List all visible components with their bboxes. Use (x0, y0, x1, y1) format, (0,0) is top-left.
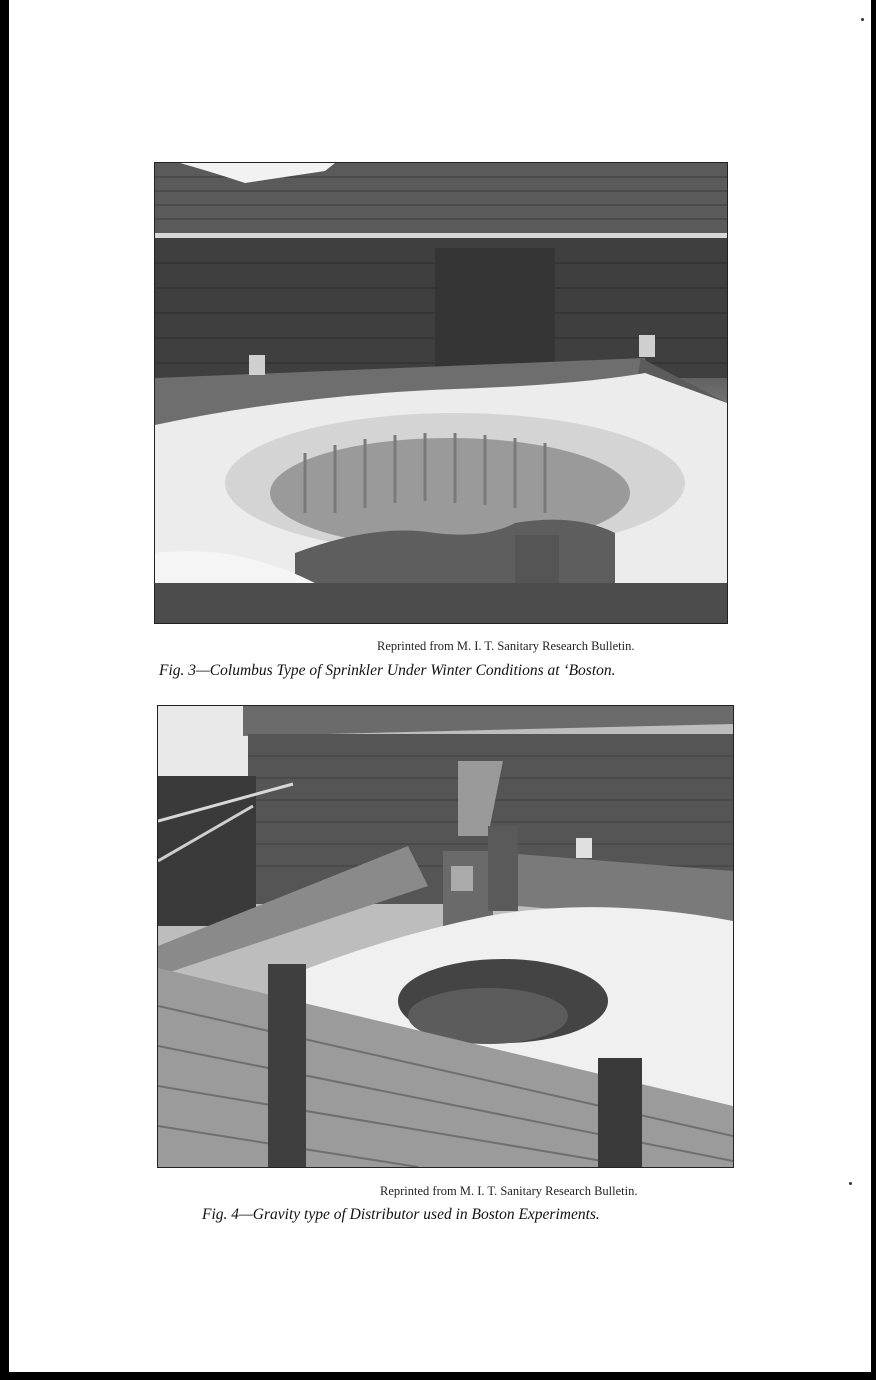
speck (849, 1182, 852, 1185)
figure-3-caption: Fig. 3—Columbus Type of Sprinkler Under Winter Conditions at ‘Boston. (159, 662, 616, 679)
figure-4-caption: Fig. 4—Gravity type of Distributor used in Boston Experiments. (202, 1206, 600, 1223)
figure-4-photo (157, 705, 734, 1168)
document-page (9, 0, 871, 1372)
figure-3-photo (154, 162, 728, 624)
figure-4-credit: Reprinted from M. I. T. Sanitary Research Bulletin. (380, 1184, 638, 1198)
figure-3-credit: Reprinted from M. I. T. Sanitary Research Bulletin. (377, 639, 635, 653)
figure-4-illustration (158, 706, 733, 1167)
figure-3-illustration (155, 163, 727, 623)
speck (861, 18, 864, 21)
